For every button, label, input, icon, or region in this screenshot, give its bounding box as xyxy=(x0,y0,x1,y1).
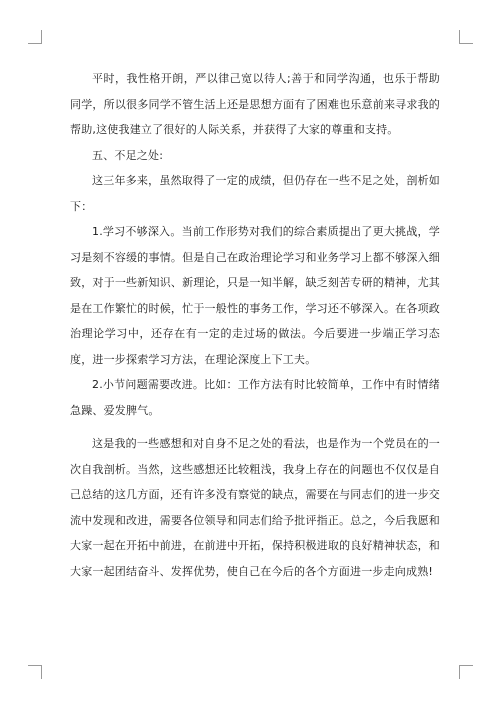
paragraph-minor-issues: 2.小节问题需要改进。比如：工作方法有时比较简单，工作中有时情绪急躁、爱发脾气。 xyxy=(70,378,440,417)
crop-mark-top-left xyxy=(28,30,42,44)
paragraph-conclusion: 这是我的一些感想和对自身不足之处的看法，也是作为一个党员在的一次自我剖析。当然，这些感想还比较粗浅，我身上存在的问题也不仅仅是自己总结的这几方面，还有许多没有察觉的缺点，需要在与同志们的进一步交流中发现和改进，需要各位领导和同志们给予批评指正。总之，今后我愿和大家一起在开拓中前进，在前进中开拓，保持积极进取的良好精神状态，和大家一起团结奋斗、发挥优势，使自己在今后的各个方面进一步走向成熟! xyxy=(70,437,440,578)
document-body xyxy=(70,66,440,584)
paragraph-shortcomings-intro: 这三年多来，虽然取得了一定的成绩，但仍存在一些不足之处，剖析如下： xyxy=(70,174,440,213)
paragraph-study-not-deep: 1.学习不够深入。当前工作形势对我们的综合素质提出了更大挑战，学习是刻不容缓的事情。但是自己在政治理论学习和业务学习上都不够深入细致，对于一些新知识、新理论，只是一知半解，缺乏刻苦专研的精神，尤其是在工作繁忙的时候，忙于一般性的事务工作，学习还不够深入。在各项政治理论学习中，还存在有一定的走过场的做法。今后要进一步端正学习态度，进一步探索学习方法，在理论深度上下工夫。 xyxy=(70,225,440,366)
crop-mark-bottom-left xyxy=(28,665,42,679)
paragraph-personality: 平时，我性格开朗，严以律己宽以待人;善于和同学沟通，也乐于帮助同学，所以很多同学不管生活上还是思想方面有了困难也乐意前来寻求我的帮助,这使我建立了很好的人际关系，并获得了大家的尊重和支持。 xyxy=(70,72,440,136)
crop-mark-top-right xyxy=(459,30,473,44)
section-heading-shortcomings: 五、不足之处: xyxy=(92,148,164,162)
crop-mark-bottom-right xyxy=(459,665,473,679)
